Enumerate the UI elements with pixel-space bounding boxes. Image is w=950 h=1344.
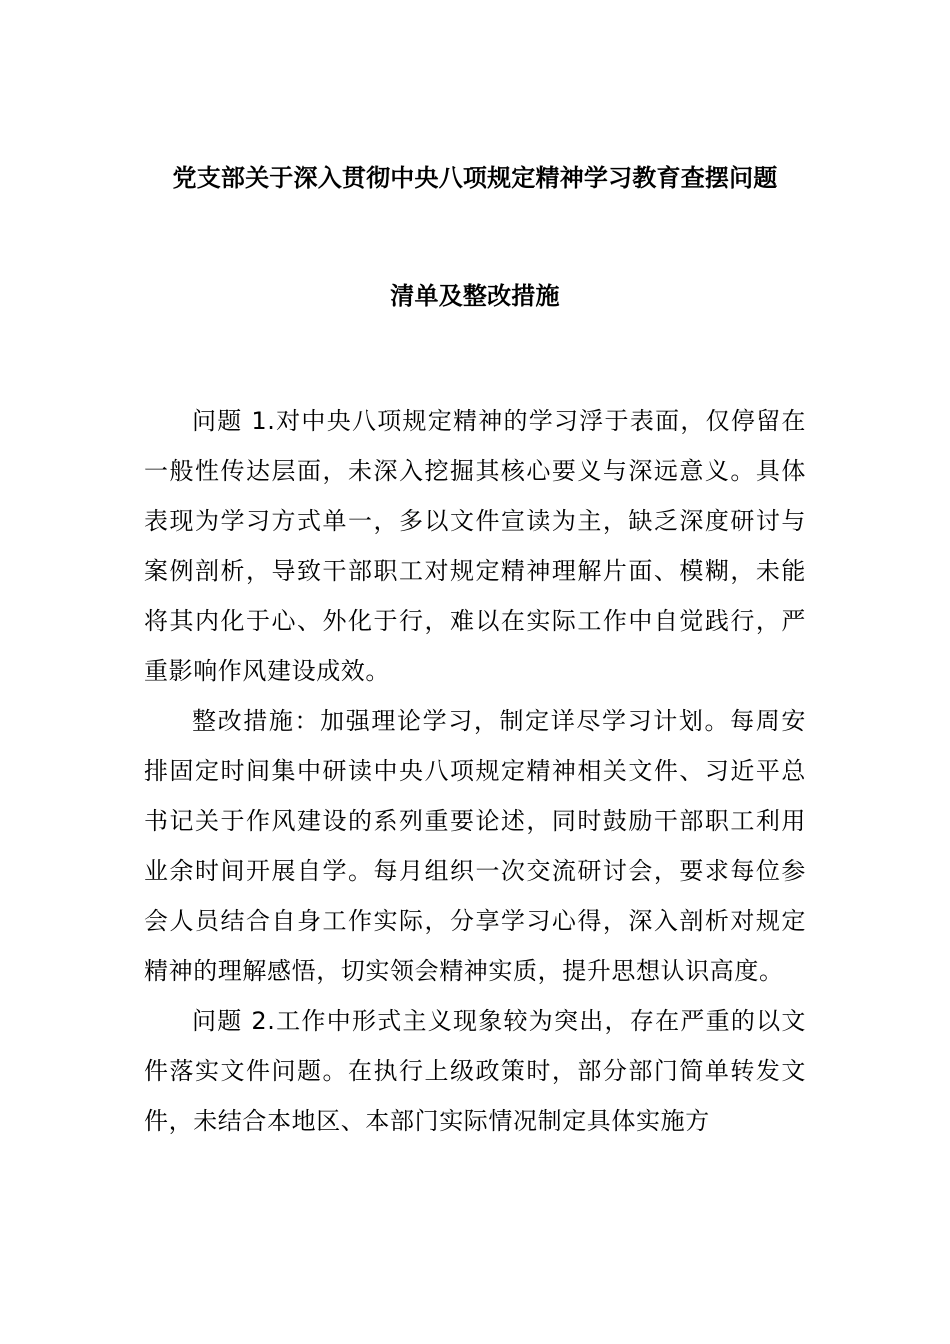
paragraph-problem-1: 问题 1.对中央八项规定精神的学习浮于表面，仅停留在一般性传达层面，未深入挖掘其核心要义与深远意义。具体表现为学习方式单一，多以文件宣读为主，缺乏深度研讨与案例剖析，导致干部职工对规定精神理解片面、模糊，未能将其内化于心、外化于行，难以在实际工作中自觉践行，严重影响作风建设成效。	[144, 407, 806, 685]
document-title-line-1: 党支部关于深入贯彻中央八项规定精神学习教育查摆问题	[172, 164, 778, 192]
document-body	[144, 396, 806, 1146]
paragraph-rectification-1: 整改措施：加强理论学习，制定详尽学习计划。每周安排固定时间集中研读中央八项规定精神相关文件、习近平总书记关于作风建设的系列重要论述，同时鼓励干部职工利用业余时间开展自学。每月组织一次交流研讨会，要求每位参会人员结合自身工作实际，分享学习心得，深入剖析对规定精神的理解感悟，切实领会精神实质，提升思想认识高度。	[144, 707, 806, 985]
paragraph-problem-2: 问题 2.工作中形式主义现象较为突出，存在严重的以文件落实文件问题。在执行上级政策时，部分部门简单转发文件，未结合本地区、本部门实际情况制定具体实施方	[144, 1007, 806, 1135]
document-title-line-2: 清单及整改措施	[390, 282, 560, 310]
